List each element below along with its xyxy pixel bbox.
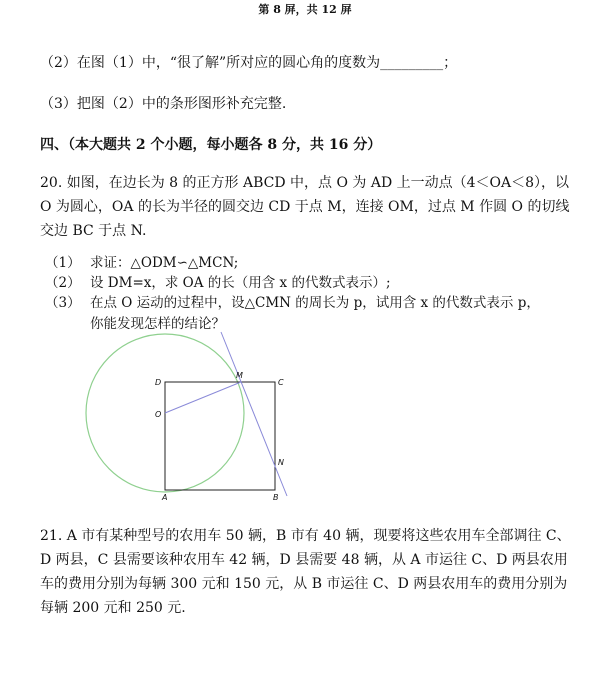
segment-om <box>165 382 241 413</box>
square-abcd <box>165 382 275 490</box>
section-4-title: 四、（本大题共 2 个小题，每小题各 8 分，共 16 分） <box>40 137 382 153</box>
q20-sub3-number: （3） <box>45 295 81 311</box>
q20-line3: 交边 BC 于点 N. <box>40 223 147 239</box>
label-c: C <box>278 378 284 387</box>
tangent-line-mn <box>221 332 287 496</box>
q21-line1: 21. A 市有某种型号的农用车 50 辆，B 市有 40 辆，现要将这些农用车全部调往 C、 <box>40 528 571 544</box>
label-b: B <box>273 493 279 502</box>
q20-sub3-text-line1: 在点 O 运动的过程中，设△CMN 的周长为 p，试用含 x 的代数式表示 p， <box>90 295 540 311</box>
q21-line4: 每辆 200 元和 250 元. <box>40 600 186 616</box>
q19-part2: （2）在图（1）中，“很了解”所对应的圆心角的度数为_________； <box>40 55 458 71</box>
q20-sub2-number: （2） <box>45 275 81 291</box>
q20-line1: 20. 如图，在边长为 8 的正方形 ABCD 中，点 O 为 AD 上一动点（4＜OA＜8），以 <box>40 175 570 191</box>
label-a: A <box>162 493 168 502</box>
q21-line3: 车的费用分别为每辆 300 元和 150 元，从 B 市运往 C、D 两县农用车的费用分别为 <box>40 576 568 592</box>
page-header: 第 8 屏，共 12 屏 <box>258 3 352 16</box>
label-o: O <box>155 410 162 419</box>
q20-sub1-text: 求证：△ODM∽△MCN; <box>90 255 239 271</box>
label-d: D <box>155 378 162 387</box>
q21-line2: D 两县，C 县需要该种农用车 42 辆，D 县需要 48 辆，从 A 市运往 C、D 两县农用 <box>40 552 568 568</box>
label-m: M <box>236 371 243 380</box>
q20-line2: O 为圆心，OA 的长为半径的圆交边 CD 于点 M，连接 OM，过点 M 作圆 O 的切线 <box>40 199 570 215</box>
q20-sub1-number: （1） <box>45 255 81 271</box>
q20-sub2-text: 设 DM=x，求 OA 的长（用含 x 的代数式表示）; <box>90 275 391 291</box>
q20-sub3-text-line2: 你能发现怎样的结论？ <box>90 316 225 332</box>
geometry-figure <box>80 330 310 505</box>
q19-part3: （3）把图（2）中的条形图形补充完整. <box>40 96 287 112</box>
label-n: N <box>278 458 284 467</box>
